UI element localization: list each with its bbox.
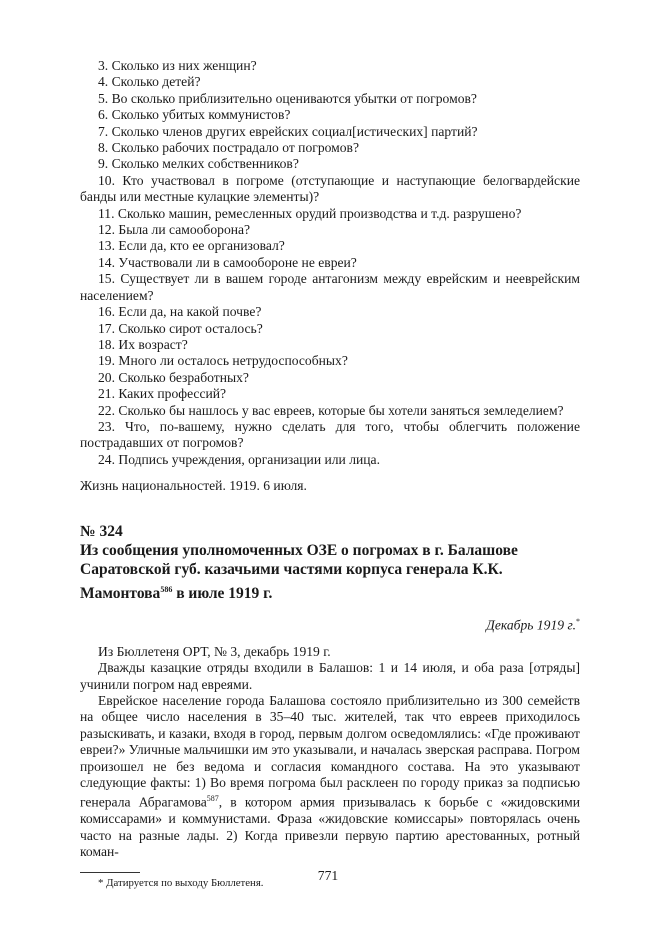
paragraph-text: , в котором армия призывалась к борьбе с «жидовскими комиссарами» и коммунистами. Фраза «жидовские комиссары» повторялась очень часто на разные лады. 2) Когда привезли первую партию арестованных, ротный коман- <box>80 794 580 860</box>
question-item: 19. Много ли осталось нетрудоспособных? <box>98 353 348 369</box>
question-item: 18. Их возраст? <box>98 336 188 352</box>
document-date-text: Декабрь 1919 г. <box>486 617 576 633</box>
question-item: 23. Что, по-вашему, нужно сделать для того, чтобы облегчить положение пострадавших от погромов? <box>80 418 580 451</box>
question-item: 13. Если да, кто ее организовал? <box>98 238 285 254</box>
question-item: 24. Подпись учреждения, организации или лица. <box>98 451 380 467</box>
document-title-tail: в июле 1919 г. <box>172 584 273 602</box>
question-item: 11. Сколько машин, ремесленных орудий производства и т.д. разрушено? <box>98 205 522 221</box>
document-number: № 324 <box>80 522 123 540</box>
source-line: Из Бюллетеня ОРТ, № 3, декабрь 1919 г. <box>98 643 331 659</box>
document-title <box>80 541 580 604</box>
document-date <box>80 614 580 634</box>
question-item: 22. Сколько бы нашлось у вас евреев, которые бы хотели заняться земледелием? <box>98 402 564 418</box>
page-content <box>80 58 580 890</box>
document-title-text: Из сообщения уполномоченных ОЗЕ о погромах в г. Балашове Саратовской губ. казачьими частями корпуса генерала К.К. Мамонтова <box>80 541 518 602</box>
title-footnote-ref: 586 <box>160 584 173 594</box>
footnote: * Датируется по выходу Бюллетеня. <box>98 876 264 889</box>
previous-doc-source: Жизнь национальностей. 1919. 6 июля. <box>80 478 307 494</box>
page-number: 771 <box>317 868 339 883</box>
body-footnote-ref: 587 <box>206 794 219 804</box>
question-item: 21. Каких профессий? <box>98 386 227 402</box>
question-item: 4. Сколько детей? <box>98 74 201 90</box>
question-item: 15. Существует ли в вашем городе антагонизм между еврейским и нееврейским населением? <box>80 271 580 303</box>
question-item: 16. Если да, на какой почве? <box>98 304 262 320</box>
question-item: 3. Сколько из них женщин? <box>98 58 257 73</box>
question-item: 17. Сколько сирот осталось? <box>98 320 263 336</box>
body-paragraph: Дважды казацкие отряды входили в Балашов: 1 и 14 июля, и оба раза [отряды] учинили погром над евреями. <box>80 660 580 692</box>
paragraph-text: Еврейское население города Балашова состояло приблизительно из 300 семейств на общее число населения в 35–40 тыс. жителей, так что евреев приходилось разыскивать, и казаки, входя в город, первым долгом осведомлялись: «Где проживают евреи?» Уличные мальчишки им это указывали, и началась зверская расправа. Погром произошел не без ведома и согласия командного состава. На это указывают следующие факты: 1) Во время погрома был расклеен по городу приказ за подписью генерала Абрагамова <box>80 692 580 810</box>
question-item: 10. Кто участвовал в погроме (отступающие и наступающие белогвардейские банды или местные кулацкие элементы)? <box>80 172 580 205</box>
question-item: 20. Сколько безработных? <box>98 369 249 385</box>
question-item: 12. Была ли самооборона? <box>98 222 251 238</box>
questionnaire-list <box>80 58 580 468</box>
question-item: 6. Сколько убитых коммунистов? <box>98 107 291 123</box>
date-footnote-ref: * <box>576 617 580 627</box>
body-paragraph <box>80 693 580 861</box>
question-item: 9. Сколько мелких собственников? <box>98 156 299 172</box>
question-item: 8. Сколько рабочих пострадало от погромов? <box>98 140 360 156</box>
question-item: 7. Сколько членов других еврейских социал[истических] партий? <box>98 123 478 139</box>
question-item: 14. Участвовали ли в самообороне не евреи? <box>98 254 357 270</box>
question-item: 5. Во сколько приблизительно оцениваются убытки от погромов? <box>98 90 477 106</box>
